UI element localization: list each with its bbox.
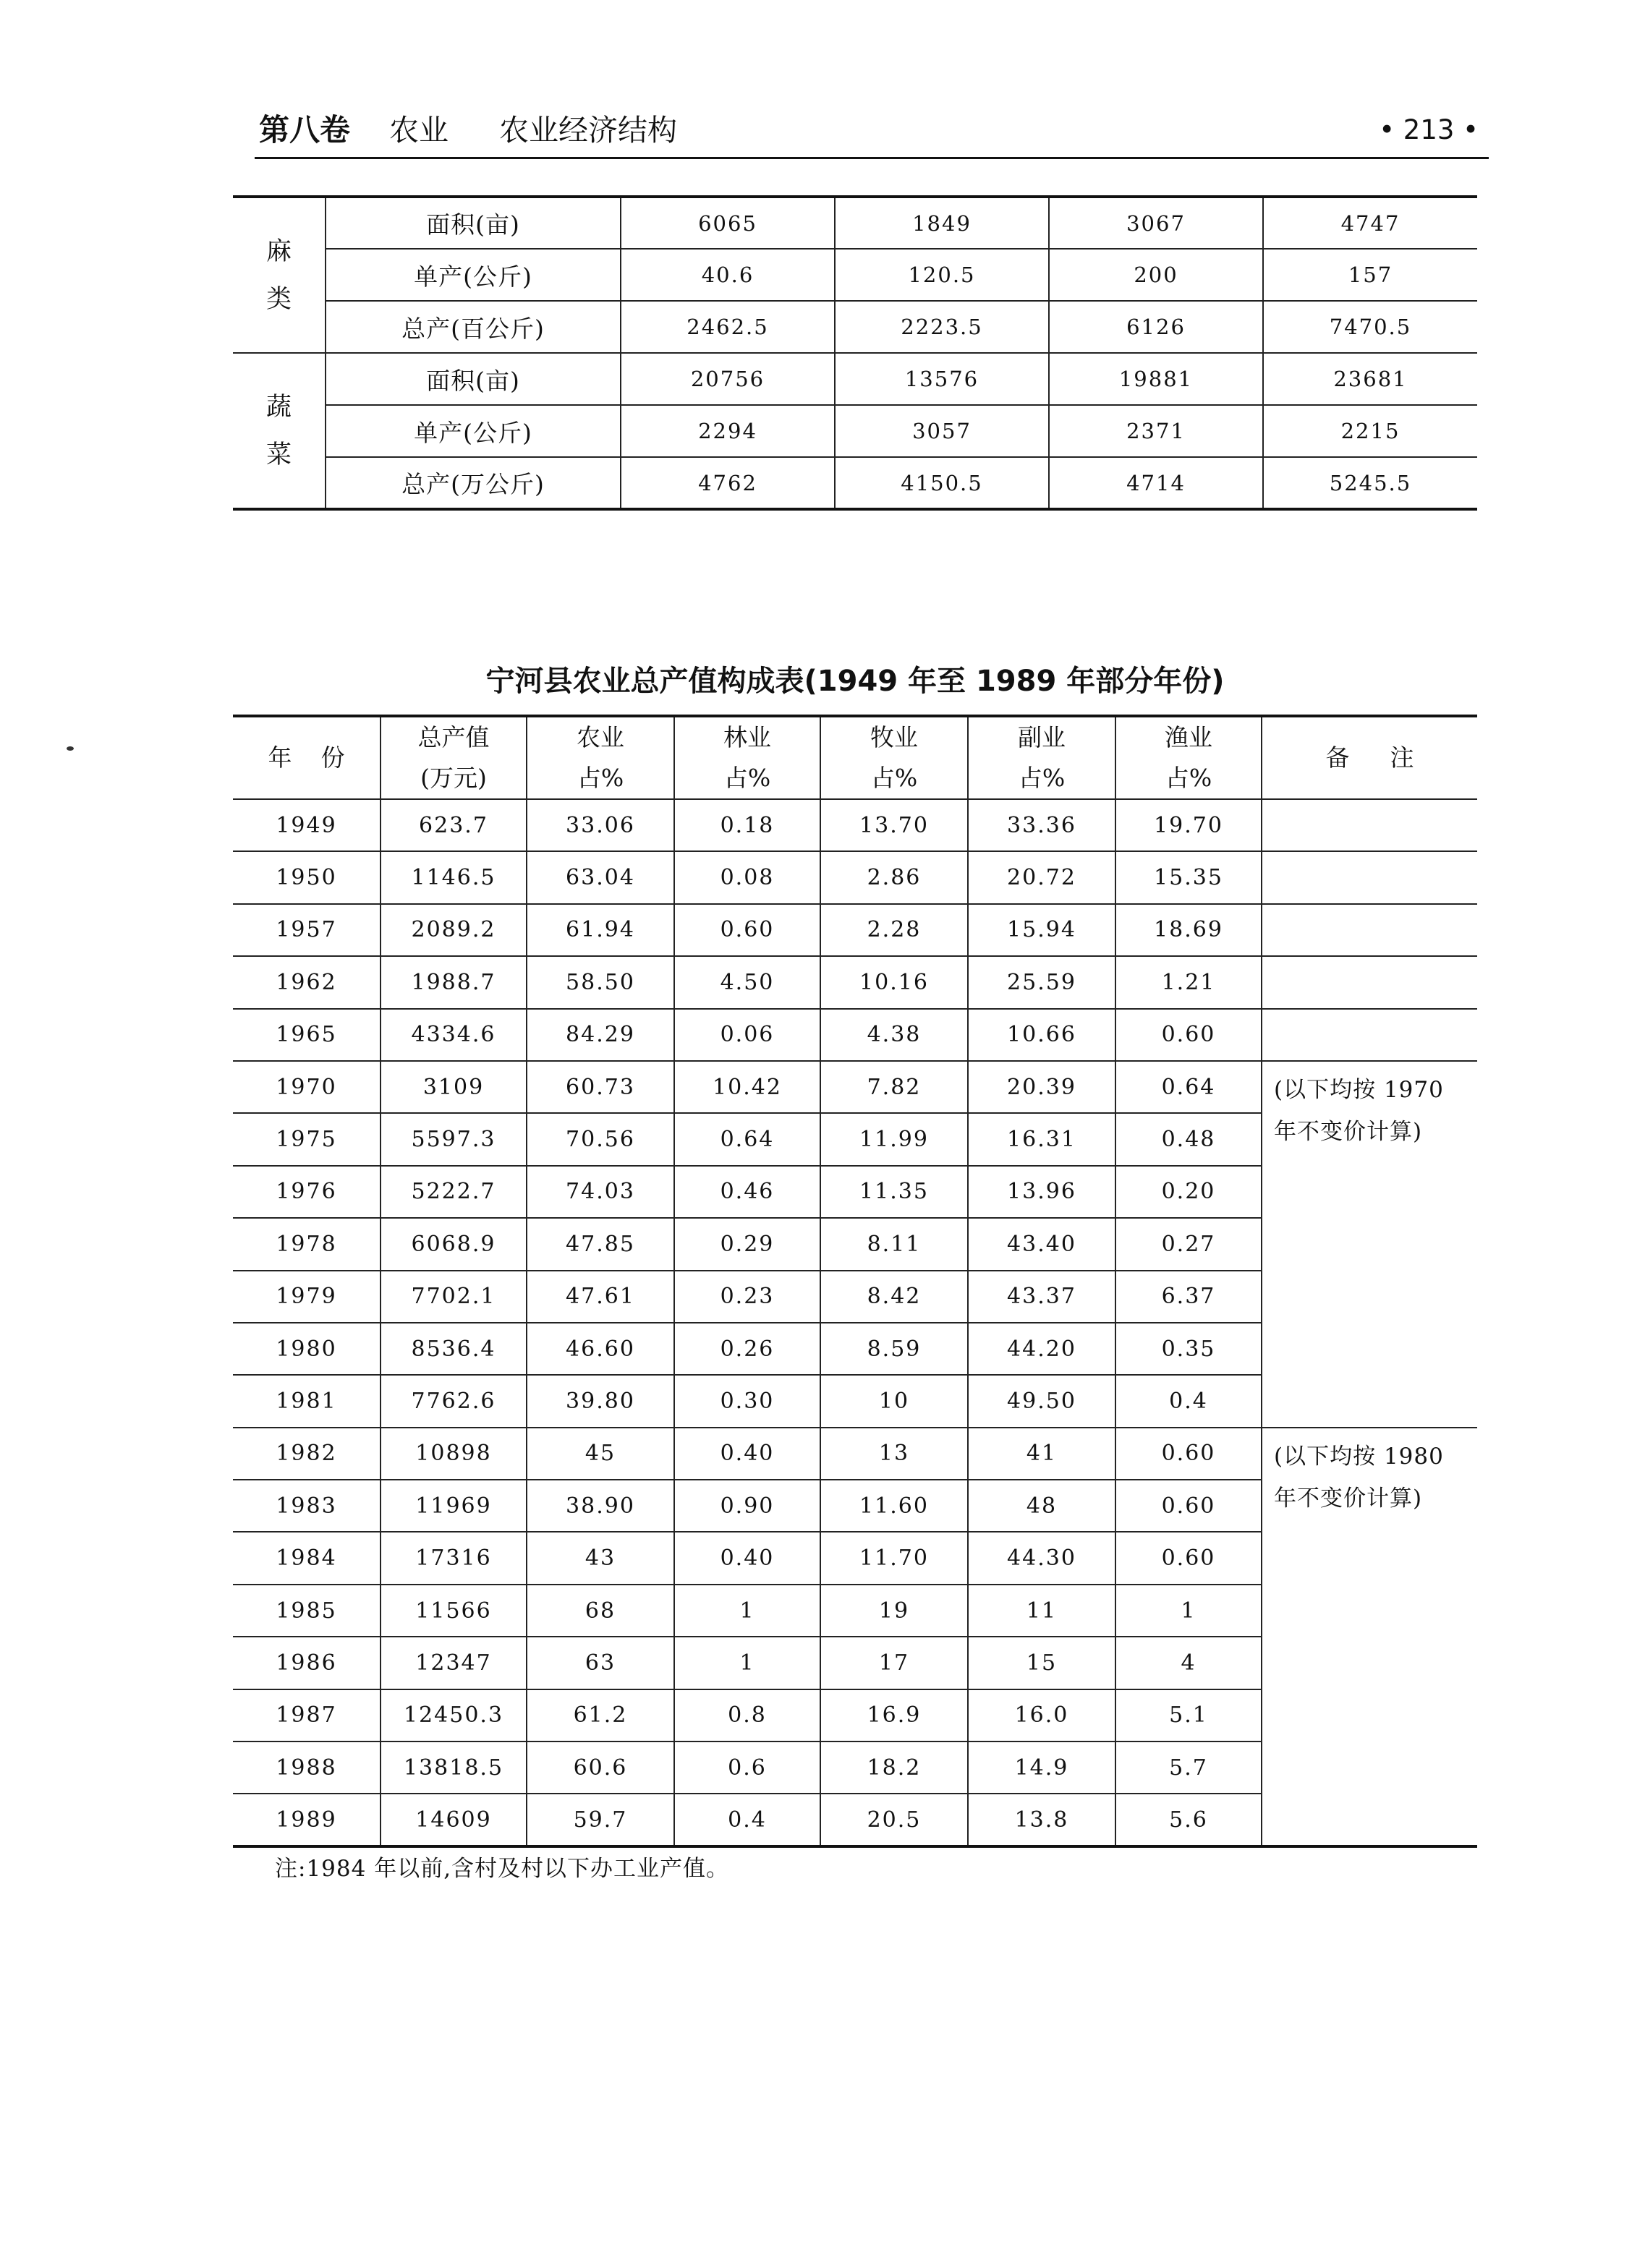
- table-cell: 13.70: [820, 799, 968, 851]
- table-cell: 7.82: [820, 1061, 968, 1113]
- table-cell: 7702.1: [381, 1271, 527, 1323]
- table-cell: 16.31: [968, 1113, 1115, 1165]
- table-cell: 33.36: [968, 799, 1115, 851]
- table-cell: 0.20: [1115, 1166, 1262, 1218]
- table-cell: 6126: [1049, 301, 1263, 353]
- table-cell: 11.99: [820, 1113, 968, 1165]
- note-header: 备注: [1262, 716, 1477, 799]
- table-cell: 0.60: [1115, 1532, 1262, 1584]
- output-composition-table: [233, 715, 1477, 1848]
- table-cell: 3109: [381, 1061, 527, 1113]
- year-cell: 1962: [233, 956, 381, 1008]
- table-cell: 84.29: [527, 1009, 674, 1061]
- year-cell: 1989: [233, 1794, 381, 1846]
- table-cell: 157: [1263, 249, 1477, 301]
- table-cell: 6.37: [1115, 1271, 1262, 1323]
- table-cell: 58.50: [527, 956, 674, 1008]
- table-cell: 4.50: [674, 956, 820, 1008]
- table-cell: 11.35: [820, 1166, 968, 1218]
- total-output-header: [381, 716, 527, 799]
- table-cell: 11.70: [820, 1532, 968, 1584]
- metric-label: 面积(亩): [326, 197, 621, 249]
- table-cell: 0.27: [1115, 1218, 1262, 1270]
- table-cell: 49.50: [968, 1375, 1115, 1427]
- table-cell: 61.2: [527, 1689, 674, 1742]
- year-cell: 1980: [233, 1323, 381, 1375]
- metric-label: 单产(公斤): [326, 405, 621, 457]
- table-cell: 43: [527, 1532, 674, 1584]
- table-row: [233, 1428, 1477, 1480]
- table-cell: 12450.3: [381, 1689, 527, 1742]
- table-row: [233, 956, 1477, 1008]
- year-cell: 1987: [233, 1689, 381, 1742]
- total-output-header-line2: (万元): [420, 764, 487, 792]
- husbandry-header-line2: 占%: [870, 764, 918, 792]
- table-cell: 0.40: [674, 1428, 820, 1480]
- table-cell: 0.26: [674, 1323, 820, 1375]
- table-cell: 44.20: [968, 1323, 1115, 1375]
- table-cell: 11.60: [820, 1480, 968, 1532]
- table-cell: 1849: [835, 197, 1049, 249]
- table-cell: 5222.7: [381, 1166, 527, 1218]
- table-cell: 0.48: [1115, 1113, 1262, 1165]
- table-cell: 0.29: [674, 1218, 820, 1270]
- table-cell: 13818.5: [381, 1742, 527, 1794]
- table-cell: 20.5: [820, 1794, 968, 1846]
- table-cell: 70.56: [527, 1113, 674, 1165]
- table-cell: 3067: [1049, 197, 1263, 249]
- table-cell: 74.03: [527, 1166, 674, 1218]
- table-cell: 15: [968, 1637, 1115, 1689]
- year-cell: 1984: [233, 1532, 381, 1584]
- table-cell: 46.60: [527, 1323, 674, 1375]
- year-cell: 1976: [233, 1166, 381, 1218]
- table-cell: 1988.7: [381, 956, 527, 1008]
- running-header: [255, 108, 1489, 152]
- table-cell: 1: [674, 1637, 820, 1689]
- table-cell: 0.18: [674, 799, 820, 851]
- year-cell: 1979: [233, 1271, 381, 1323]
- table-cell: 63: [527, 1637, 674, 1689]
- table-cell: 4334.6: [381, 1009, 527, 1061]
- total-output-header-line1: 总产值: [417, 723, 490, 751]
- year-cell: 1986: [233, 1637, 381, 1689]
- table-cell: 63.04: [527, 851, 674, 903]
- sideline-header-line1: 副业: [1018, 723, 1066, 751]
- remark-cell: [1262, 1009, 1477, 1061]
- year-cell: 1965: [233, 1009, 381, 1061]
- table-cell: 0.90: [674, 1480, 820, 1532]
- table-cell: 5.7: [1115, 1742, 1262, 1794]
- table-cell: 2215: [1263, 405, 1477, 457]
- table-cell: 0.35: [1115, 1323, 1262, 1375]
- table-row: [233, 1009, 1477, 1061]
- volume-label: 第八卷: [259, 112, 351, 148]
- table-cell: 5.6: [1115, 1794, 1262, 1846]
- table-cell: 2.86: [820, 851, 968, 903]
- table-cell: 0.64: [1115, 1061, 1262, 1113]
- scan-speck: [67, 746, 74, 751]
- table-cell: 2.28: [820, 904, 968, 956]
- table-cell: 15.94: [968, 904, 1115, 956]
- table-cell: 4: [1115, 1637, 1262, 1689]
- table-cell: 61.94: [527, 904, 674, 956]
- table-cell: 0.4: [1115, 1375, 1262, 1427]
- table-cell: 7470.5: [1263, 301, 1477, 353]
- year-cell: 1982: [233, 1428, 381, 1480]
- table-cell: 0.8: [674, 1689, 820, 1742]
- table-cell: 200: [1049, 249, 1263, 301]
- crop-group-label: [233, 353, 326, 509]
- fishery-header-line1: 渔业: [1165, 723, 1212, 751]
- year-header: 年份: [233, 716, 381, 799]
- agriculture-header-line2: 占%: [577, 764, 624, 792]
- fishery-header: [1115, 716, 1262, 799]
- table-cell: 0.23: [674, 1271, 820, 1323]
- table-cell: 33.06: [527, 799, 674, 851]
- table-cell: 0.4: [674, 1794, 820, 1846]
- year-cell: 1949: [233, 799, 381, 851]
- table-cell: 68: [527, 1585, 674, 1637]
- table-cell: 11: [968, 1585, 1115, 1637]
- table-cell: 0.60: [1115, 1480, 1262, 1532]
- table-cell: 15.35: [1115, 851, 1262, 903]
- table-cell: 16.9: [820, 1689, 968, 1742]
- table-cell: 20.39: [968, 1061, 1115, 1113]
- crop-group-char: 菜: [265, 440, 292, 469]
- table-cell: 19.70: [1115, 799, 1262, 851]
- crop-group-label: [233, 197, 326, 353]
- table-cell: 47.61: [527, 1271, 674, 1323]
- table-cell: 43.40: [968, 1218, 1115, 1270]
- table-title: 宁河县农业总产值构成表(1949 年至 1989 年部分年份): [485, 665, 1225, 698]
- sideline-header-line2: 占%: [1018, 764, 1066, 792]
- husbandry-header: [820, 716, 968, 799]
- table-cell: 17316: [381, 1532, 527, 1584]
- subsection-label: 农业经济结构: [499, 113, 677, 148]
- table-cell: 60.6: [527, 1742, 674, 1794]
- table-cell: 39.80: [527, 1375, 674, 1427]
- remark-cell: (以下均按 1980 年不变价计算): [1262, 1428, 1477, 1846]
- husbandry-header-line1: 牧业: [870, 723, 918, 751]
- table-row: [233, 197, 1477, 249]
- table-cell: 8.42: [820, 1271, 968, 1323]
- header-row: [233, 716, 1477, 799]
- table-cell: 4.38: [820, 1009, 968, 1061]
- table-cell: 48: [968, 1480, 1115, 1532]
- metric-label: 总产(万公斤): [326, 457, 621, 509]
- table-cell: 1: [674, 1585, 820, 1637]
- table-cell: 13: [820, 1428, 968, 1480]
- table-cell: 14.9: [968, 1742, 1115, 1794]
- table-cell: 13.96: [968, 1166, 1115, 1218]
- page-number: • 213 •: [1379, 114, 1479, 145]
- table-cell: 5.1: [1115, 1689, 1262, 1742]
- table-cell: 5245.5: [1263, 457, 1477, 509]
- table-cell: 11969: [381, 1480, 527, 1532]
- table-row: [233, 301, 1477, 353]
- year-cell: 1950: [233, 851, 381, 903]
- table-cell: 0.40: [674, 1532, 820, 1584]
- table-row: [233, 353, 1477, 405]
- table-cell: 4747: [1263, 197, 1477, 249]
- table-cell: 7762.6: [381, 1375, 527, 1427]
- table-cell: 18.69: [1115, 904, 1262, 956]
- table-cell: 1146.5: [381, 851, 527, 903]
- remark-cell: [1262, 799, 1477, 851]
- table-row: [233, 457, 1477, 509]
- table-cell: 16.0: [968, 1689, 1115, 1742]
- table-cell: 23681: [1263, 353, 1477, 405]
- table-cell: 59.7: [527, 1794, 674, 1846]
- table-cell: 2089.2: [381, 904, 527, 956]
- table-cell: 0.60: [1115, 1009, 1262, 1061]
- fishery-header-line2: 占%: [1165, 764, 1212, 792]
- table-cell: 120.5: [835, 249, 1049, 301]
- table-cell: 0.64: [674, 1113, 820, 1165]
- table-row: [233, 405, 1477, 457]
- remark-cell: (以下均按 1970 年不变价计算): [1262, 1061, 1477, 1428]
- table-cell: 4762: [621, 457, 835, 509]
- crop-group-char: 麻: [265, 236, 292, 266]
- table-cell: 47.85: [527, 1218, 674, 1270]
- table-cell: 20.72: [968, 851, 1115, 903]
- remark-cell: [1262, 904, 1477, 956]
- table-cell: 0.30: [674, 1375, 820, 1427]
- table-cell: 0.06: [674, 1009, 820, 1061]
- table-cell: 10.16: [820, 956, 968, 1008]
- forestry-header-line1: 林业: [723, 723, 771, 751]
- table-cell: 2223.5: [835, 301, 1049, 353]
- metric-label: 面积(亩): [326, 353, 621, 405]
- year-cell: 1957: [233, 904, 381, 956]
- table-cell: 4714: [1049, 457, 1263, 509]
- table-cell: 1: [1115, 1585, 1262, 1637]
- table-cell: 44.30: [968, 1532, 1115, 1584]
- year-cell: 1975: [233, 1113, 381, 1165]
- table-row: [233, 799, 1477, 851]
- table-cell: 2371: [1049, 405, 1263, 457]
- table-cell: 0.60: [1115, 1428, 1262, 1480]
- metric-label: 单产(公斤): [326, 249, 621, 301]
- table-cell: 13.8: [968, 1794, 1115, 1846]
- table-cell: 43.37: [968, 1271, 1115, 1323]
- table-cell: 8536.4: [381, 1323, 527, 1375]
- year-cell: 1981: [233, 1375, 381, 1427]
- table-cell: 25.59: [968, 956, 1115, 1008]
- crop-statistics-table: [233, 195, 1477, 511]
- year-cell: 1983: [233, 1480, 381, 1532]
- table-cell: 40.6: [621, 249, 835, 301]
- table-cell: 13576: [835, 353, 1049, 405]
- crop-group-char: 蔬: [265, 392, 292, 422]
- agriculture-header-line1: 农业: [577, 723, 624, 751]
- table-cell: 19881: [1049, 353, 1263, 405]
- sideline-header: [968, 716, 1115, 799]
- year-cell: 1978: [233, 1218, 381, 1270]
- table-cell: 3057: [835, 405, 1049, 457]
- table-cell: 10: [820, 1375, 968, 1427]
- table-cell: 4150.5: [835, 457, 1049, 509]
- year-cell: 1988: [233, 1742, 381, 1794]
- table-cell: 0.08: [674, 851, 820, 903]
- section-label: 农业: [389, 113, 449, 148]
- table-cell: 18.2: [820, 1742, 968, 1794]
- header-rule: [255, 157, 1489, 159]
- table-row: [233, 1061, 1477, 1113]
- forestry-header-line2: 占%: [723, 764, 771, 792]
- crop-group-char: 类: [265, 284, 292, 314]
- table-cell: 14609: [381, 1794, 527, 1846]
- table-cell: 11566: [381, 1585, 527, 1637]
- table-cell: 17: [820, 1637, 968, 1689]
- table-cell: 2462.5: [621, 301, 835, 353]
- table-cell: 6065: [621, 197, 835, 249]
- table-cell: 0.6: [674, 1742, 820, 1794]
- remark-cell: [1262, 956, 1477, 1008]
- table-cell: 1.21: [1115, 956, 1262, 1008]
- table-cell: 5597.3: [381, 1113, 527, 1165]
- agriculture-header: [527, 716, 674, 799]
- table-row: [233, 904, 1477, 956]
- table-cell: 623.7: [381, 799, 527, 851]
- table-cell: 0.46: [674, 1166, 820, 1218]
- table-cell: 0.60: [674, 904, 820, 956]
- table-cell: 41: [968, 1428, 1115, 1480]
- table-cell: 10.42: [674, 1061, 820, 1113]
- footnote: 注:1984 年以前,含村及村以下办工业产值。: [275, 1856, 730, 1882]
- table-cell: 8.11: [820, 1218, 968, 1270]
- table-cell: 45: [527, 1428, 674, 1480]
- metric-label: 总产(百公斤): [326, 301, 621, 353]
- table-cell: 38.90: [527, 1480, 674, 1532]
- table-cell: 6068.9: [381, 1218, 527, 1270]
- table-row: [233, 249, 1477, 301]
- remark-cell: [1262, 851, 1477, 903]
- table-cell: 10898: [381, 1428, 527, 1480]
- year-cell: 1970: [233, 1061, 381, 1113]
- table-cell: 60.73: [527, 1061, 674, 1113]
- table-cell: 8.59: [820, 1323, 968, 1375]
- table-row: [233, 851, 1477, 903]
- year-cell: 1985: [233, 1585, 381, 1637]
- table-cell: 20756: [621, 353, 835, 405]
- table-cell: 12347: [381, 1637, 527, 1689]
- table-cell: 2294: [621, 405, 835, 457]
- forestry-header: [674, 716, 820, 799]
- table-cell: 19: [820, 1585, 968, 1637]
- table-cell: 10.66: [968, 1009, 1115, 1061]
